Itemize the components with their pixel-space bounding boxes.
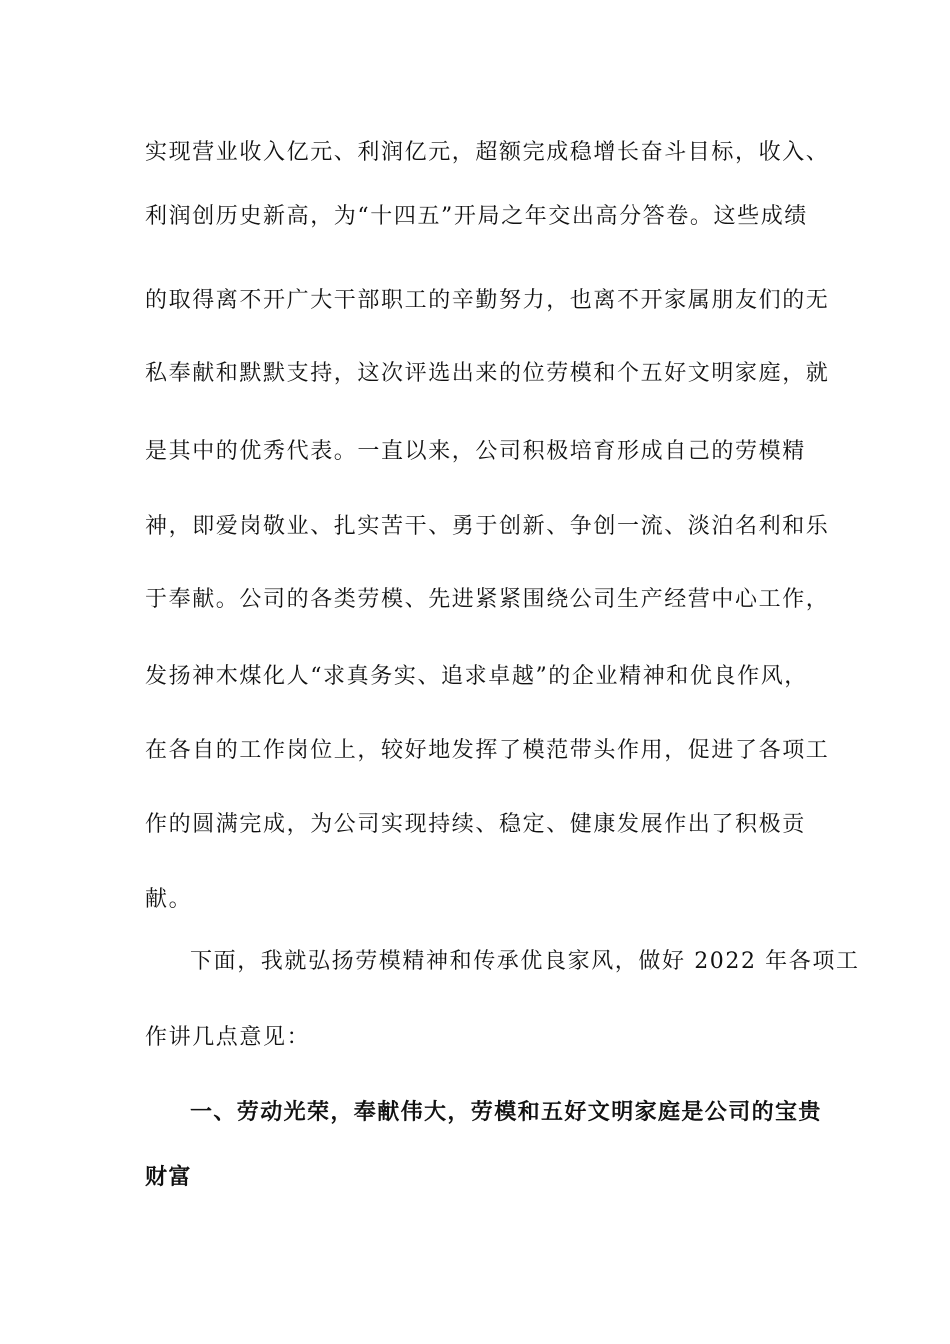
body-line-4: 私奉献和默默支持，这次评选出来的位劳模和个五好文明家庭，就 (145, 361, 830, 386)
section-heading-line-1: 一、劳动光荣，奉献伟大，劳模和五好文明家庭是公司的宝贵 (190, 1100, 822, 1125)
body-line-11: 献。 (145, 887, 193, 912)
body-line-3: 的取得离不开广大干部职工的辛勤努力，也离不开家属朋友们的无 (145, 288, 830, 313)
body-line-2: 利润创历史新高，为“十四五”开局之年交出高分答卷。这些成绩 (145, 204, 808, 229)
paragraph2-line-1: 下面，我就弘扬劳模精神和传承优良家风，做好 2022 年各项工 (190, 949, 860, 974)
body-line-9: 在各自的工作岗位上，较好地发挥了模范带头作用，促进了各项工 (145, 738, 830, 763)
body-line-5: 是其中的优秀代表。一直以来，公司积极培育形成自己的劳模精 (145, 439, 806, 464)
body-line-8: 发扬神木煤化人“求真务实、追求卓越”的企业精神和优良作风， (145, 664, 808, 689)
body-line-10: 作的圆满完成，为公司实现持续、稳定、健康发展作出了积极贡 (145, 812, 806, 837)
paragraph2-line-2: 作讲几点意见： (145, 1025, 311, 1050)
section-heading-line-2: 财富 (145, 1165, 192, 1190)
body-line-1: 实现营业收入亿元、利润亿元，超额完成稳增长奋斗目标，收入、 (145, 140, 830, 165)
body-line-6: 神，即爱岗敬业、扎实苦干、勇于创新、争创一流、淡泊名利和乐 (145, 514, 830, 539)
body-line-7: 于奉献。公司的各类劳模、先进紧紧围绕公司生产经营中心工作， (145, 587, 830, 612)
